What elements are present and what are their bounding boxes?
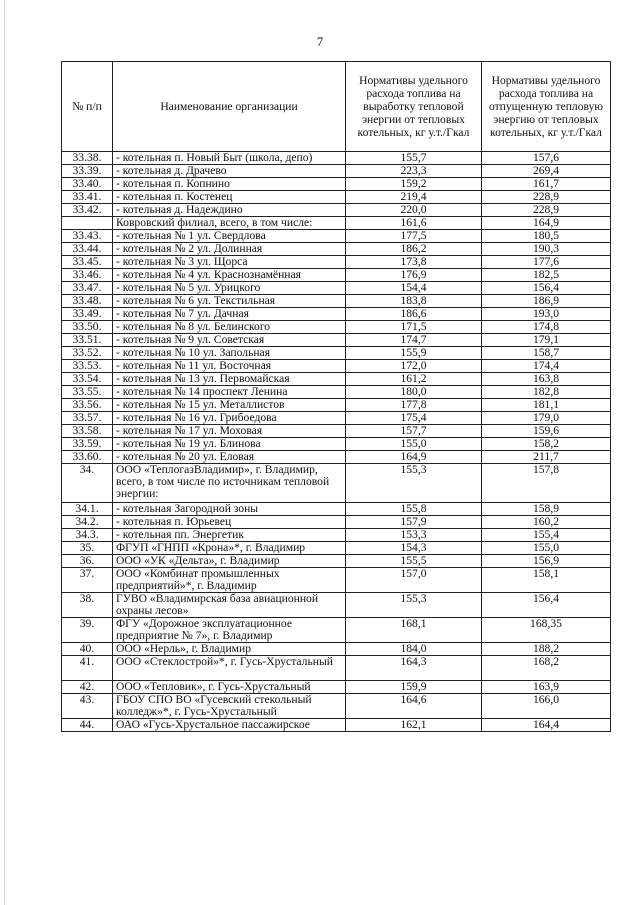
row-supply-norm: 166,0 bbox=[482, 694, 611, 719]
table-row bbox=[62, 694, 611, 719]
table-row bbox=[62, 451, 611, 464]
row-prod-norm: 155,3 bbox=[346, 593, 482, 618]
row-number: 38. bbox=[62, 593, 113, 618]
row-number: 43. bbox=[62, 694, 113, 719]
row-name: - котельная Загородной зоны bbox=[113, 503, 346, 516]
row-name: - котельная п. Копнино bbox=[113, 178, 346, 191]
table-row bbox=[62, 503, 611, 516]
row-supply-norm: 179,0 bbox=[482, 412, 611, 425]
table-body bbox=[62, 152, 611, 732]
table-row bbox=[62, 438, 611, 451]
row-name: - котельная № 6 ул. Текстильная bbox=[113, 295, 346, 308]
row-supply-norm: 168,2 bbox=[482, 656, 611, 681]
row-supply-norm: 163,9 bbox=[482, 681, 611, 694]
table-row bbox=[62, 178, 611, 191]
row-supply-norm: 156,9 bbox=[482, 555, 611, 568]
row-name: ООО «УК «Дельта», г. Владимир bbox=[113, 555, 346, 568]
table-row bbox=[62, 165, 611, 178]
row-prod-norm: 157,0 bbox=[346, 568, 482, 593]
row-prod-norm: 155,0 bbox=[346, 438, 482, 451]
header-prod-norm: Нормативы удельного расхода топлива на выработку тепловой энергии от тепловых котельных, кг у.т./Гкал bbox=[346, 62, 482, 152]
table-row bbox=[62, 555, 611, 568]
row-number: 33.38. bbox=[62, 152, 113, 165]
row-supply-norm: 164,9 bbox=[482, 217, 611, 230]
row-prod-norm: 164,3 bbox=[346, 656, 482, 681]
row-number: 33.42. bbox=[62, 204, 113, 217]
row-name: - котельная д. Драчево bbox=[113, 165, 346, 178]
row-prod-norm: 155,9 bbox=[346, 347, 482, 360]
row-supply-norm: 156,4 bbox=[482, 593, 611, 618]
row-prod-norm: 155,3 bbox=[346, 464, 482, 503]
row-prod-norm: 177,5 bbox=[346, 230, 482, 243]
row-prod-norm: 164,9 bbox=[346, 451, 482, 464]
row-name: - котельная п. Костенец bbox=[113, 191, 346, 204]
row-number: 34. bbox=[62, 464, 113, 503]
row-supply-norm: 190,3 bbox=[482, 243, 611, 256]
row-supply-norm: 182,5 bbox=[482, 269, 611, 282]
row-number: 33.49. bbox=[62, 308, 113, 321]
row-name: - котельная № 2 ул. Долинная bbox=[113, 243, 346, 256]
row-prod-norm: 175,4 bbox=[346, 412, 482, 425]
table-row bbox=[62, 269, 611, 282]
row-number: 33.46. bbox=[62, 269, 113, 282]
row-prod-norm: 220,0 bbox=[346, 204, 482, 217]
row-number: 33.45. bbox=[62, 256, 113, 269]
header-num: № п/п bbox=[62, 62, 113, 152]
row-supply-norm: 158,1 bbox=[482, 568, 611, 593]
row-number: 33.40. bbox=[62, 178, 113, 191]
table-row bbox=[62, 425, 611, 438]
row-supply-norm: 174,4 bbox=[482, 360, 611, 373]
table-row bbox=[62, 412, 611, 425]
row-prod-norm: 183,8 bbox=[346, 295, 482, 308]
header-supply-norm: Нормативы удельного расхода топлива на отпущенную тепловую энергию от тепловых котельных, кг у.т./Гкал bbox=[482, 62, 611, 152]
table-row bbox=[62, 191, 611, 204]
row-name: ГБОУ СПО ВО «Гусевский стекольный колледж»*, г. Гусь-Хрустальный bbox=[113, 694, 346, 719]
row-supply-norm: 228,9 bbox=[482, 204, 611, 217]
table-row bbox=[62, 656, 611, 681]
table-row bbox=[62, 681, 611, 694]
table-header-row bbox=[62, 62, 611, 152]
table-row bbox=[62, 204, 611, 217]
row-supply-norm: 186,9 bbox=[482, 295, 611, 308]
row-number: 33.43. bbox=[62, 230, 113, 243]
row-number: 34.2. bbox=[62, 516, 113, 529]
row-name: - котельная № 13 ул. Первомайская bbox=[113, 373, 346, 386]
row-prod-norm: 161,6 bbox=[346, 217, 482, 230]
row-supply-norm: 177,6 bbox=[482, 256, 611, 269]
row-name: - котельная № 7 ул. Дачная bbox=[113, 308, 346, 321]
table-row bbox=[62, 568, 611, 593]
row-number: 36. bbox=[62, 555, 113, 568]
row-number: 33.58. bbox=[62, 425, 113, 438]
table-row bbox=[62, 373, 611, 386]
row-number: 33.52. bbox=[62, 347, 113, 360]
fuel-norms-table bbox=[61, 61, 611, 732]
row-supply-norm: 155,0 bbox=[482, 542, 611, 555]
row-name: ООО «Комбинат промышленных предприятий»*, г. Владимир bbox=[113, 568, 346, 593]
row-name: ФГУП «ГНПП «Крона»*, г. Владимир bbox=[113, 542, 346, 555]
row-name: - котельная № 20 ул. Еловая bbox=[113, 451, 346, 464]
row-supply-norm: 158,9 bbox=[482, 503, 611, 516]
row-prod-norm: 161,2 bbox=[346, 373, 482, 386]
row-number: 33.56. bbox=[62, 399, 113, 412]
table-row bbox=[62, 334, 611, 347]
row-number: 35. bbox=[62, 542, 113, 555]
row-supply-norm: 158,2 bbox=[482, 438, 611, 451]
row-number: 34.1. bbox=[62, 503, 113, 516]
row-name: - котельная № 5 ул. Урицкого bbox=[113, 282, 346, 295]
row-name: - котельная пп. Энергетик bbox=[113, 529, 346, 542]
row-supply-norm: 181,1 bbox=[482, 399, 611, 412]
row-supply-norm: 159,6 bbox=[482, 425, 611, 438]
row-prod-norm: 171,5 bbox=[346, 321, 482, 334]
table-row bbox=[62, 529, 611, 542]
row-number: 33.55. bbox=[62, 386, 113, 399]
row-supply-norm: 174,8 bbox=[482, 321, 611, 334]
row-number: 39. bbox=[62, 618, 113, 643]
row-name: ООО «ТеплогазВладимир», г. Владимир, всего, в том числе по источникам тепловой энергии: bbox=[113, 464, 346, 503]
row-number: 33.53. bbox=[62, 360, 113, 373]
row-prod-norm: 223,3 bbox=[346, 165, 482, 178]
table-row bbox=[62, 321, 611, 334]
row-supply-norm: 168,35 bbox=[482, 618, 611, 643]
row-prod-norm: 186,2 bbox=[346, 243, 482, 256]
row-prod-norm: 173,8 bbox=[346, 256, 482, 269]
row-number bbox=[62, 217, 113, 230]
row-prod-norm: 155,8 bbox=[346, 503, 482, 516]
table-row bbox=[62, 295, 611, 308]
row-name: Ковровский филиал, всего, в том числе: bbox=[113, 217, 346, 230]
row-name: - котельная д. Надеждино bbox=[113, 204, 346, 217]
row-name: ГУВО «Владимирская база авиационной охраны лесов» bbox=[113, 593, 346, 618]
row-number: 33.60. bbox=[62, 451, 113, 464]
row-number: 42. bbox=[62, 681, 113, 694]
row-supply-norm: 188,2 bbox=[482, 643, 611, 656]
row-name: ООО «Стеклострой»*, г. Гусь-Хрустальный bbox=[113, 656, 346, 681]
row-prod-norm: 159,9 bbox=[346, 681, 482, 694]
table-row bbox=[62, 256, 611, 269]
row-supply-norm: 157,8 bbox=[482, 464, 611, 503]
row-name: - котельная № 1 ул. Свердлова bbox=[113, 230, 346, 243]
table-row bbox=[62, 719, 611, 732]
row-supply-norm: 155,4 bbox=[482, 529, 611, 542]
row-prod-norm: 176,9 bbox=[346, 269, 482, 282]
row-supply-norm: 269,4 bbox=[482, 165, 611, 178]
table-row bbox=[62, 516, 611, 529]
row-prod-norm: 153,3 bbox=[346, 529, 482, 542]
row-prod-norm: 159,2 bbox=[346, 178, 482, 191]
row-supply-norm: 156,4 bbox=[482, 282, 611, 295]
row-supply-norm: 160,2 bbox=[482, 516, 611, 529]
row-prod-norm: 155,7 bbox=[346, 152, 482, 165]
row-prod-norm: 219,4 bbox=[346, 191, 482, 204]
row-number: 33.48. bbox=[62, 295, 113, 308]
row-number: 33.41. bbox=[62, 191, 113, 204]
table-row bbox=[62, 542, 611, 555]
row-number: 33.44. bbox=[62, 243, 113, 256]
row-name: - котельная № 9 ул. Советская bbox=[113, 334, 346, 347]
page-number: 7 bbox=[316, 34, 324, 49]
row-number: 33.50. bbox=[62, 321, 113, 334]
header-name: Наименование организации bbox=[113, 62, 346, 152]
table-row bbox=[62, 360, 611, 373]
table-row bbox=[62, 282, 611, 295]
row-supply-norm: 161,7 bbox=[482, 178, 611, 191]
row-name: - котельная № 10 ул. Запольная bbox=[113, 347, 346, 360]
table-row bbox=[62, 308, 611, 321]
row-prod-norm: 154,3 bbox=[346, 542, 482, 555]
row-name: - котельная № 11 ул. Восточная bbox=[113, 360, 346, 373]
row-number: 34.3. bbox=[62, 529, 113, 542]
row-prod-norm: 157,7 bbox=[346, 425, 482, 438]
row-name: - котельная п. Юрьевец bbox=[113, 516, 346, 529]
row-name: - котельная № 16 ул. Грибоедова bbox=[113, 412, 346, 425]
row-number: 33.57. bbox=[62, 412, 113, 425]
row-name: - котельная № 3 ул. Щорса bbox=[113, 256, 346, 269]
row-name: - котельная № 15 ул. Металлистов bbox=[113, 399, 346, 412]
row-number: 37. bbox=[62, 568, 113, 593]
table-row bbox=[62, 347, 611, 360]
row-number: 33.54. bbox=[62, 373, 113, 386]
row-number: 41. bbox=[62, 656, 113, 681]
row-name: - котельная № 19 ул. Блинова bbox=[113, 438, 346, 451]
table-row bbox=[62, 386, 611, 399]
row-name: - котельная № 17 ул. Моховая bbox=[113, 425, 346, 438]
row-name: ФГУ «Дорожное эксплуатационное предприятие № 7», г. Владимир bbox=[113, 618, 346, 643]
row-prod-norm: 154,4 bbox=[346, 282, 482, 295]
row-name: - котельная № 4 ул. Краснознамённая bbox=[113, 269, 346, 282]
table-row bbox=[62, 464, 611, 503]
row-name: - котельная № 8 ул. Белинского bbox=[113, 321, 346, 334]
table-row bbox=[62, 399, 611, 412]
table-row bbox=[62, 618, 611, 643]
table-row bbox=[62, 593, 611, 618]
row-supply-norm: 164,4 bbox=[482, 719, 611, 732]
table-row bbox=[62, 217, 611, 230]
page-edge-line bbox=[4, 0, 5, 905]
row-name: - котельная п. Новый Быт (школа, депо) bbox=[113, 152, 346, 165]
row-name: ООО «Нерль», г. Владимир bbox=[113, 643, 346, 656]
row-supply-norm: 179,1 bbox=[482, 334, 611, 347]
row-supply-norm: 193,0 bbox=[482, 308, 611, 321]
row-prod-norm: 155,5 bbox=[346, 555, 482, 568]
table-row bbox=[62, 152, 611, 165]
row-prod-norm: 164,6 bbox=[346, 694, 482, 719]
row-supply-norm: 228,9 bbox=[482, 191, 611, 204]
row-supply-norm: 182,8 bbox=[482, 386, 611, 399]
row-prod-norm: 174,7 bbox=[346, 334, 482, 347]
row-prod-norm: 184,0 bbox=[346, 643, 482, 656]
row-number: 33.51. bbox=[62, 334, 113, 347]
row-supply-norm: 163,8 bbox=[482, 373, 611, 386]
row-prod-norm: 157,9 bbox=[346, 516, 482, 529]
row-number: 33.59. bbox=[62, 438, 113, 451]
row-supply-norm: 158,7 bbox=[482, 347, 611, 360]
row-number: 40. bbox=[62, 643, 113, 656]
row-prod-norm: 177,8 bbox=[346, 399, 482, 412]
row-name: - котельная № 14 проспект Ленина bbox=[113, 386, 346, 399]
row-prod-norm: 162,1 bbox=[346, 719, 482, 732]
row-number: 33.47. bbox=[62, 282, 113, 295]
row-prod-norm: 186,6 bbox=[346, 308, 482, 321]
row-prod-norm: 172,0 bbox=[346, 360, 482, 373]
table-row bbox=[62, 643, 611, 656]
row-name: ОАО «Гусь-Хрустальное пассажирское bbox=[113, 719, 346, 732]
table-row bbox=[62, 243, 611, 256]
row-supply-norm: 180,5 bbox=[482, 230, 611, 243]
row-supply-norm: 157,6 bbox=[482, 152, 611, 165]
row-number: 44. bbox=[62, 719, 113, 732]
table-row bbox=[62, 230, 611, 243]
row-name: ООО «Тепловик», г. Гусь-Хрустальный bbox=[113, 681, 346, 694]
row-prod-norm: 168,1 bbox=[346, 618, 482, 643]
row-supply-norm: 211,7 bbox=[482, 451, 611, 464]
row-prod-norm: 180,0 bbox=[346, 386, 482, 399]
row-number: 33.39. bbox=[62, 165, 113, 178]
